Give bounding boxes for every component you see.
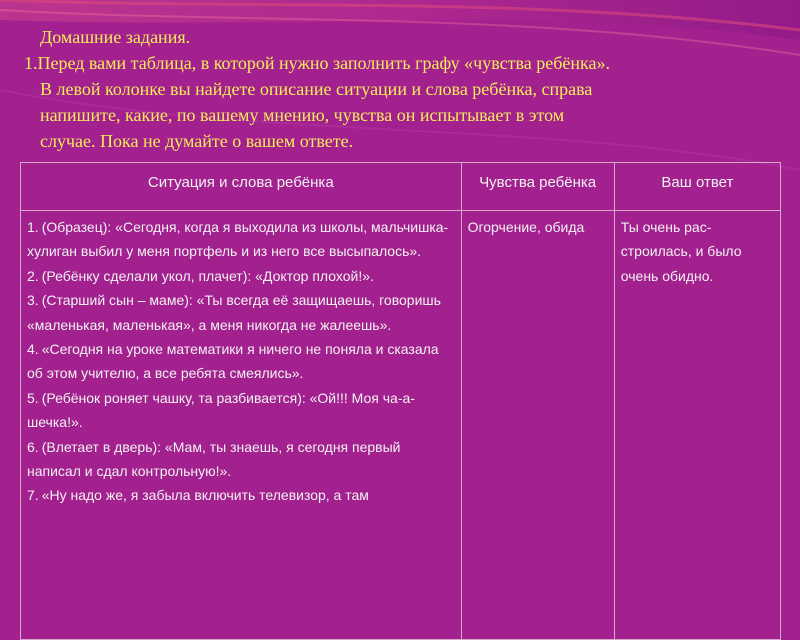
situation-text: «Сегодня на уроке математики я ничего не поняла и сказала об этом учителю, а все ребята смеялись». — [27, 341, 439, 382]
situation-item — [27, 264, 455, 288]
task-text-line: Перед вами таблица, в которой нужно заполнить графу «чувства ребёнка». — [37, 53, 610, 73]
situation-item — [27, 337, 455, 386]
header-answer: Ваш ответ — [614, 163, 780, 211]
task-1-line-4: случае. Пока не думайте о вашем ответе. — [40, 131, 354, 151]
situation-number: 3. — [27, 292, 39, 309]
situation-text: (Ребёнку сделали укол, плачет): «Доктор плохой!». — [41, 267, 374, 284]
situation-number: 2. — [27, 267, 39, 284]
task-number: 1. — [24, 53, 38, 73]
table-header-row — [21, 163, 781, 211]
situation-text: (Влетает в дверь): «Мам, ты знаешь, я сегодня первый написал и сдал контрольную!». — [27, 438, 401, 480]
situation-item — [27, 215, 455, 264]
situation-item — [27, 288, 455, 337]
header-situation: Ситуация и слова ребёнка — [21, 163, 462, 211]
situation-item — [27, 435, 455, 484]
answer-cell: Ты очень рас-строилась, и было очень обидно. — [614, 211, 780, 640]
situation-text: (Старший сын – маме): «Ты всегда её защищаешь, говоришь «маленькая, маленькая», а меня никогда не жалеешь». — [27, 292, 441, 333]
situation-number: 7. — [27, 487, 39, 504]
header-feelings: Чувства ребёнка — [461, 163, 614, 211]
situation-number: 5. — [27, 389, 39, 406]
situation-number: 6. — [27, 438, 39, 455]
situation-number: 1. — [27, 219, 39, 235]
heading-title: Домашние задания. — [40, 27, 191, 47]
situation-item — [27, 386, 455, 435]
task-1-line-2: В левой колонке вы найдете описание ситуации и слова ребёнка, справа — [40, 79, 593, 99]
task-1-line-1 — [24, 50, 610, 76]
feelings-table — [20, 162, 781, 640]
situation-text: «Ну надо же, я забыла включить телевизор, а там — [41, 487, 369, 504]
task-1-line-3: напишите, какие, по вашему мнению, чувства он испытывает в этом — [40, 105, 565, 125]
situation-number: 4. — [27, 341, 39, 358]
table-row — [21, 211, 781, 640]
situation-text: (Образец): «Сегодня, когда я выходила из школы, мальчишка-хулиган выбил у меня портфель и из него все высыпалось». — [27, 219, 449, 260]
situations-cell — [21, 211, 462, 640]
situation-item — [27, 483, 455, 507]
situation-text: (Ребёнок роняет чашку, та разбивается): «Ой!!! Моя ча-а-шечка!». — [27, 389, 415, 431]
feelings-cell: Огорчение, обида — [461, 211, 614, 640]
